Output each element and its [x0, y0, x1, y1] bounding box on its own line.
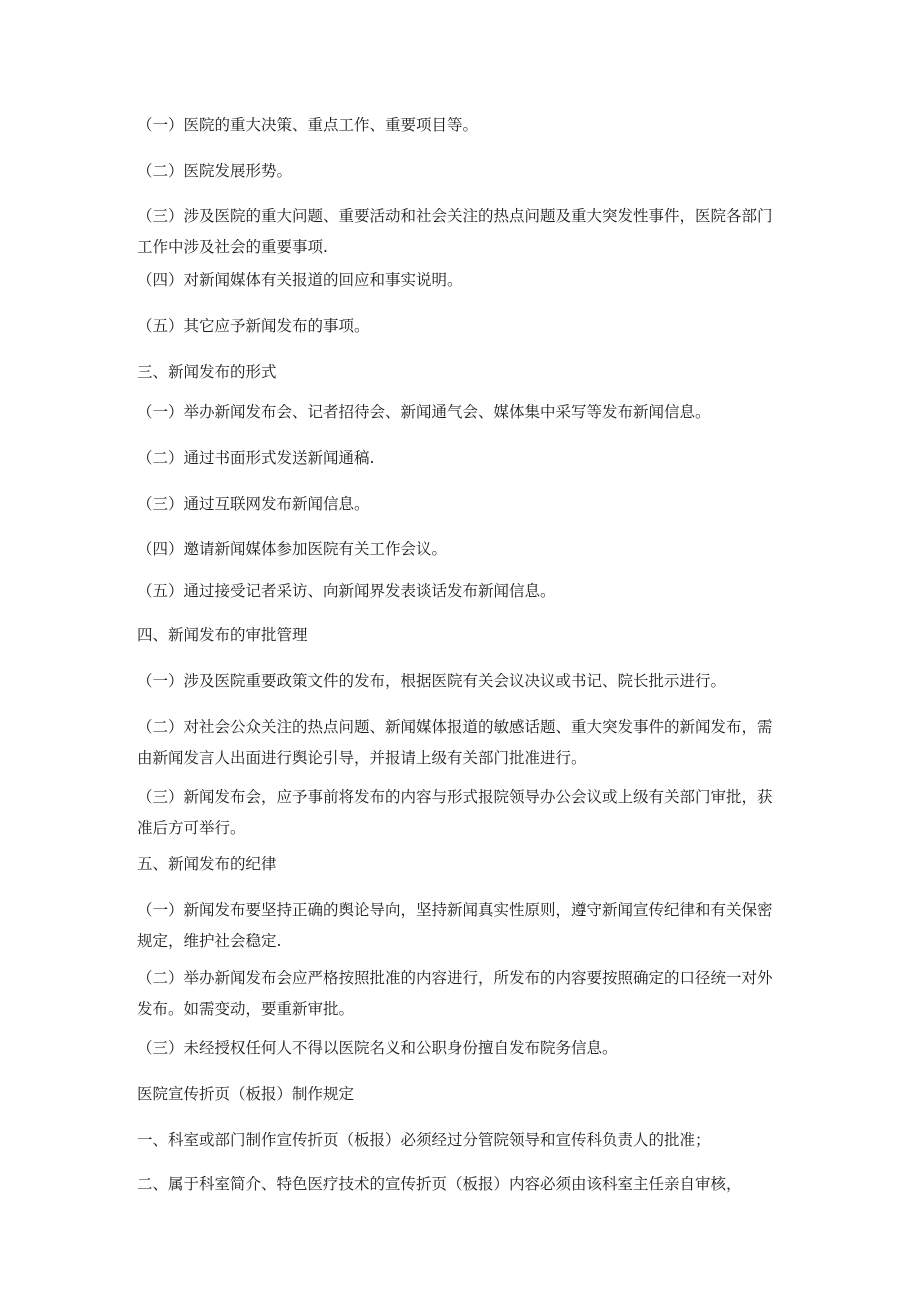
- paragraph-13: （三）新闻发布会，应予事前将发布的内容与形式报院领导办公会议或上级有关部门审批，获准后方可举行。: [137, 788, 773, 837]
- paragraph-14: （一）新闻发布要坚持正确的舆论导向，坚持新闻真实性原则，遵守新闻宣传纪律和有关保密规定，维护社会稳定.: [137, 901, 773, 950]
- section-heading-5: 五、新闻发布的纪律: [137, 855, 277, 873]
- paragraph-16: （三）未经授权任何人不得以医院名义和公职身份擅自发布院务信息。: [137, 1039, 618, 1057]
- paragraph-10: （五）通过接受记者采访、向新闻界发表谈话发布新闻信息。: [137, 582, 556, 600]
- paragraph-4: （四）对新闻媒体有关报道的回应和事实说明。: [137, 271, 463, 289]
- paragraph-17: 一、科室或部门制作宣传折页（板报）必须经过分管院领导和宣传科负责人的批准；: [137, 1131, 711, 1149]
- section-heading-3: 三、新闻发布的形式: [137, 363, 277, 381]
- paragraph-3: （三）涉及医院的重大问题、重要活动和社会关注的热点问题及重大突发性事件，医院各部门工作中涉及社会的重要事项.: [137, 207, 773, 256]
- paragraph-12: （二）对社会公众关注的热点问题、新闻媒体报道的敏感话题、重大突发事件的新闻发布，需由新闻发言人出面进行舆论引导，并报请上级有关部门批准进行。: [137, 718, 773, 767]
- paragraph-18: 二、属于科室简介、特色医疗技术的宣传折页（板报）内容必须由该科室主任亲自审核，: [137, 1175, 742, 1193]
- paragraph-8: （三）通过互联网发布新闻信息。: [137, 495, 370, 513]
- paragraph-5: （五）其它应予新闻发布的事项。: [137, 317, 370, 335]
- section-heading-board: 医院宣传折页（板报）制作规定: [137, 1085, 355, 1103]
- paragraph-15: （二）举办新闻发布会应严格按照批准的内容进行，所发布的内容要按照确定的口径统一对外发布。如需变动，要重新审批。: [137, 969, 773, 1018]
- paragraph-7: （二）通过书面形式发送新闻通稿.: [137, 449, 375, 467]
- paragraph-2: （二）医院发展形势。: [137, 162, 293, 180]
- paragraph-9: （四）邀请新闻媒体参加医院有关工作会议。: [137, 540, 448, 558]
- paragraph-1: （一）医院的重大决策、重点工作、重要项目等。: [137, 116, 479, 134]
- paragraph-6: （一）举办新闻发布会、记者招待会、新闻通气会、媒体集中采写等发布新闻信息。: [137, 403, 711, 421]
- section-heading-4: 四、新闻发布的审批管理: [137, 626, 308, 644]
- paragraph-11: （一）涉及医院重要政策文件的发布，根据医院有关会议决议或书记、院长批示进行。: [137, 672, 727, 690]
